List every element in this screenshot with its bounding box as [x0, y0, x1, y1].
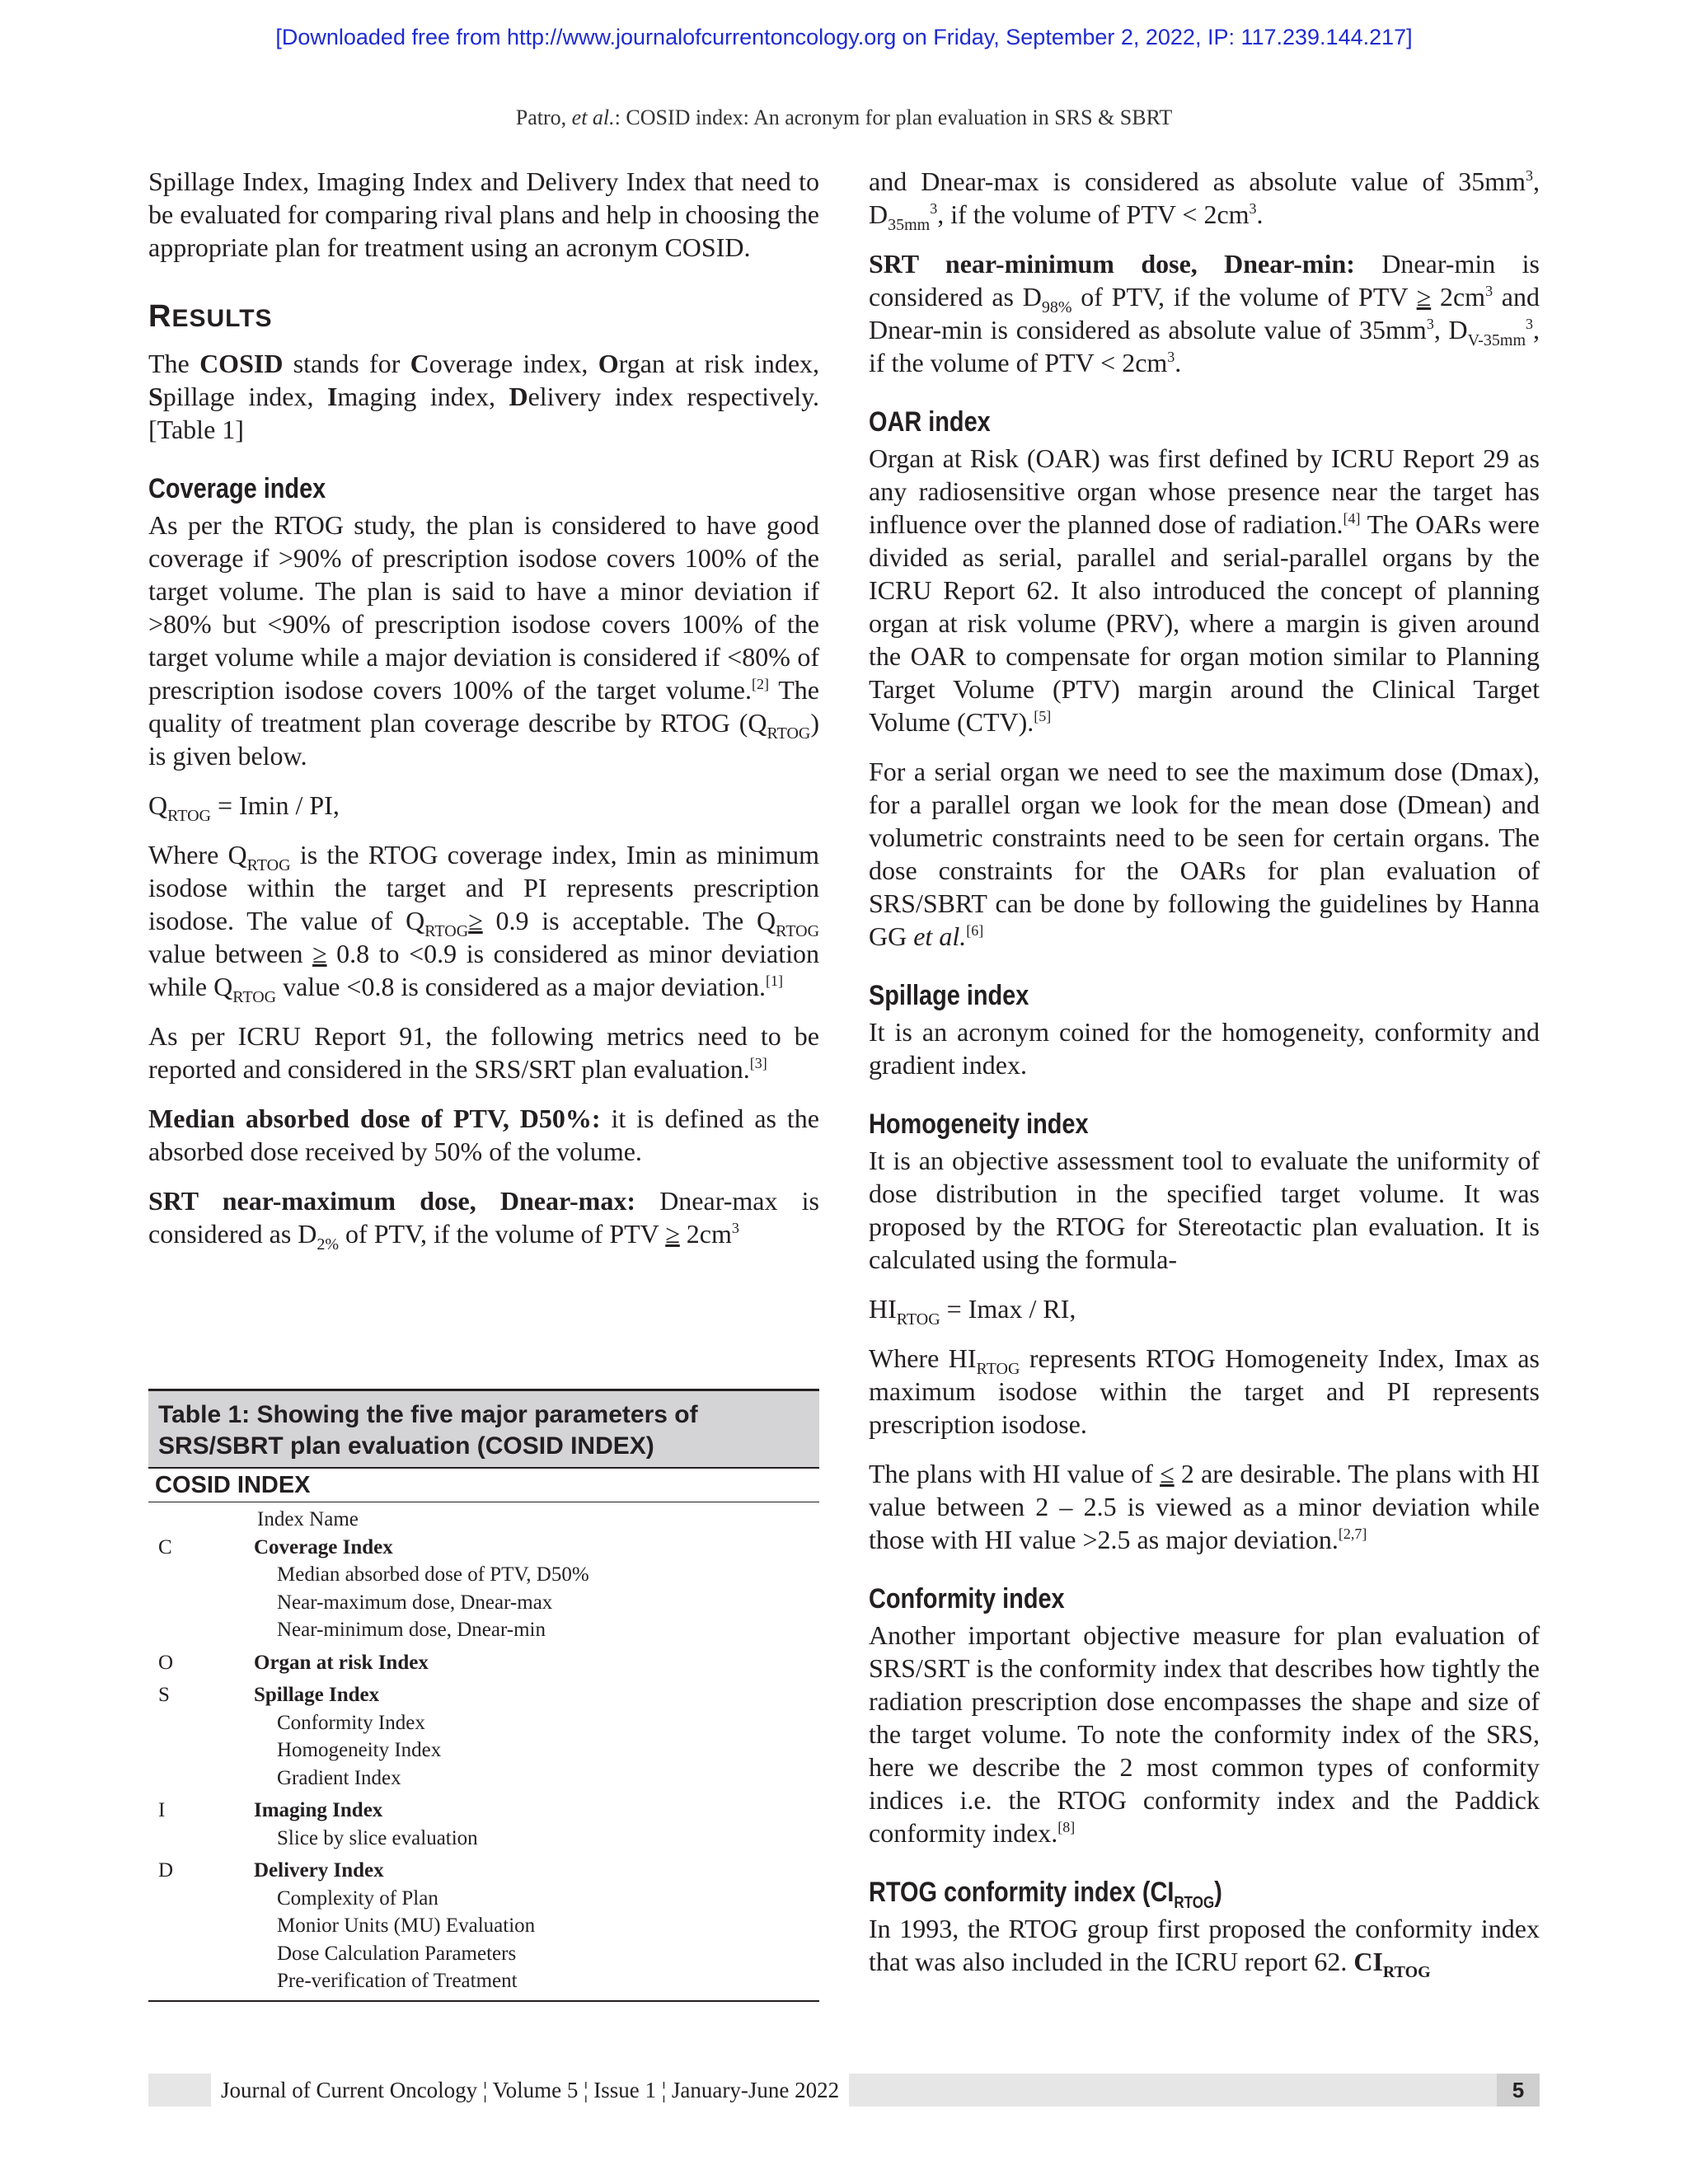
conformity-paragraph: [869, 1619, 1540, 1849]
text-run: , if the volume of PTV < 2cm: [937, 199, 1250, 229]
running-head: [0, 105, 1688, 130]
text-run: Dnear-max is considered as D: [148, 1186, 820, 1249]
row-item: Pre-verification of Treatment: [277, 1970, 518, 1992]
table-row: [148, 1797, 819, 1852]
bold-run: CI: [1353, 1947, 1383, 1976]
text-run: Where HI: [869, 1343, 977, 1373]
italic-run: et al.: [913, 921, 967, 951]
row-item: Complexity of Plan: [277, 1886, 438, 1910]
oar-paragraph-1: [869, 442, 1540, 738]
text-run: rgan at risk index,: [618, 349, 820, 378]
subscript: RTOG: [1174, 1894, 1215, 1912]
left-column: [148, 165, 819, 1267]
subscript: RTOG: [246, 856, 291, 874]
cosid-paragraph: [148, 347, 819, 446]
text-run: HI: [869, 1294, 897, 1324]
text-run: elivery index respectively. [Table 1]: [148, 382, 820, 444]
ge-symbol: ≥: [468, 906, 483, 935]
row-item: Homogeneity Index: [277, 1739, 442, 1761]
text-run: , if the volume of PTV < 2cm: [869, 315, 1540, 377]
row-name: Organ at risk Index: [254, 1651, 429, 1674]
icru-paragraph: [148, 1019, 819, 1085]
text-run: , D: [869, 166, 1540, 229]
text-run: , D: [1433, 315, 1468, 344]
footer-journal: Journal of Current Oncology ¦ Volume 5 ¦ Issue 1 ¦ January-June 2022: [211, 2074, 849, 2107]
bold-run: Median absorbed dose of PTV, D50%:: [148, 1104, 601, 1133]
text-run: maging index,: [337, 382, 509, 411]
text-run: and Dnear-max is considered as absolute value of 35mm: [869, 166, 1526, 196]
text-run: 0.8 to <0.9 is considered as minor deviation while Q: [148, 939, 819, 1001]
running-head-title: : COSID index: An acronym for plan evaluation in SRS & SBRT: [614, 105, 1173, 129]
text-run: Dnear-min is considered as D: [869, 249, 1540, 312]
coverage-paragraph: [148, 509, 819, 772]
rtog-ci-heading: [869, 1876, 1439, 1912]
text-run: it is defined as the absorbed dose received by 50% of the volume.: [148, 1104, 820, 1166]
row-name: Coverage Index: [254, 1535, 393, 1558]
qrtog-equation: [148, 789, 819, 825]
oar-heading: OAR index: [869, 406, 991, 438]
text-run: Organ at Risk (OAR) was first defined by ICRU Report 29 as any radiosensitive organ whose presence near the target has influence over the planned dose of radiation.: [869, 443, 1540, 539]
spillage-paragraph: It is an acronym coined for the homogeneity, conformity and gradient index.: [869, 1017, 1540, 1080]
download-banner[interactable]: [Downloaded free from http://www.journalofcurrentoncology.org on Friday, September 2, 2022, IP: 117.239.144.217]: [275, 25, 1413, 49]
near-max-continuation: [869, 165, 1540, 234]
table-1: [148, 1389, 819, 2002]
text-run: As per the RTOG study, the plan is considered to have good coverage if >90% of prescription isodose covers 100% of the target volume. The plan is said to have a minor deviation if >80% but <90% of prescription isodose covers 100% of the target volume while a major deviation is considered if <80% of prescription isodose covers 100% of the target volume.: [148, 510, 819, 705]
table-header: COSID INDEX: [148, 1467, 819, 1502]
text-run: In 1993, the RTOG group first proposed the conformity index that was also included in the ICRU report 62.: [869, 1914, 1540, 1976]
text-run: is the RTOG coverage index, Imin as minimum isodose within the target and PI represents prescription isodose. The value of Q: [148, 840, 820, 935]
table-caption: Table 1: Showing the five major parameters of SRS/SBRT plan evaluation (COSID INDEX): [148, 1389, 819, 1467]
median-dose-paragraph: [148, 1102, 819, 1168]
bold-run: S: [148, 382, 163, 411]
intro-paragraph: Spillage Index, Imaging Index and Delivery Index that need to be evaluated for comparing rival plans and help in choosing the appropriate plan for treatment using an acronym COSID.: [148, 166, 819, 262]
text-run: As per ICRU Report 91, the following metrics need to be reported and considered in the SRS/SRT plan evaluation.: [148, 1021, 819, 1084]
table-row: [148, 1649, 819, 1677]
text-run: and Dnear-min is considered as absolute value of 35mm: [869, 282, 1540, 344]
subscript: RTOG: [424, 922, 469, 940]
results-heading-cap: R: [148, 299, 172, 334]
text-run: overage index,: [429, 349, 598, 378]
spillage-heading: Spillage index: [869, 980, 1029, 1011]
text-run: The plans with HI value of: [869, 1459, 1160, 1488]
row-item: Gradient Index: [277, 1766, 401, 1789]
ge-symbol: ≥: [312, 939, 327, 968]
superscript: 3: [731, 1220, 739, 1236]
text-run: Where Q: [148, 840, 247, 869]
citation[interactable]: [8]: [1057, 1819, 1076, 1835]
subscript: RTOG: [776, 922, 820, 940]
conformity-heading: Conformity index: [869, 1583, 1065, 1615]
text-run: 2cm: [1431, 282, 1486, 312]
results-heading-rest: ESULTS: [171, 305, 273, 332]
text-run: The: [148, 349, 200, 378]
row-name: Spillage Index: [254, 1684, 380, 1706]
superscript: 3: [1526, 167, 1533, 184]
text-run: Another important objective measure for plan evaluation of SRS/SRT is the conformity index that describes how tightly the radiation prescription dose encompasses the shape and size of the target volume. To note the conformity index of the SRS, here we describe the 2 most common types of conformity indices i.e. the RTOG conformity index and the Paddick conformity index.: [869, 1620, 1540, 1848]
row-item: Near-minimum dose, Dnear-min: [277, 1619, 546, 1641]
superscript: 3: [1426, 316, 1434, 332]
page-number: 5: [1497, 2074, 1540, 2107]
bold-run: O: [598, 349, 619, 378]
text-run: of PTV, if the volume of PTV: [339, 1219, 666, 1249]
superscript: 3: [1249, 200, 1257, 217]
subscript: RTOG: [167, 807, 211, 825]
ge-symbol: ≥: [1416, 282, 1432, 312]
table-column-header: Index Name: [257, 1508, 359, 1530]
table-row: [148, 1534, 819, 1644]
text-run: value <0.8 is considered as a major deviation.: [276, 972, 766, 1001]
row-item: Dose Calculation Parameters: [277, 1942, 517, 1965]
text-run: = Imax / RI,: [940, 1294, 1076, 1324]
oar-paragraph-2: [869, 755, 1540, 953]
text-run: pillage index,: [162, 382, 327, 411]
text-run: stands for: [283, 349, 410, 378]
row-cell: [254, 1681, 819, 1792]
row-cell: [254, 1857, 819, 1995]
bold-run: SRT near-maximum dose, Dnear-max:: [148, 1186, 635, 1216]
text-run: .: [1175, 348, 1182, 377]
citation[interactable]: [2]: [751, 676, 769, 692]
results-heading: [148, 300, 819, 335]
homogeneity-heading: Homogeneity index: [869, 1108, 1089, 1140]
le-symbol: ≤: [1160, 1459, 1175, 1488]
row-cell: [254, 1649, 819, 1677]
hi-plans-paragraph: [869, 1457, 1540, 1556]
superscript: 3: [1526, 316, 1534, 332]
row-item: Conformity Index: [277, 1711, 425, 1734]
subscript: 2%: [316, 1235, 340, 1254]
subscript: RTOG: [767, 724, 811, 743]
near-max-paragraph: [148, 1184, 820, 1254]
text-run: ) is given below.: [148, 708, 819, 771]
row-letter: O: [158, 1651, 174, 1674]
coverage-heading: Coverage index: [148, 473, 326, 504]
row-cell: [254, 1534, 819, 1644]
citation[interactable]: [6]: [966, 922, 984, 939]
row-item: Median absorbed dose of PTV, D50%: [277, 1563, 589, 1586]
running-head-etal: et al.: [571, 105, 615, 129]
citation[interactable]: [3]: [749, 1055, 767, 1071]
near-min-paragraph: [869, 247, 1540, 379]
rtog-ci-paragraph: [869, 1912, 1540, 1981]
subscript: 98%: [1041, 298, 1072, 316]
homogeneity-paragraph: It is an objective assessment tool to evaluate the uniformity of dose distribution in the specified target volume. It was proposed by the RTOG for Stereotactic plan evaluation. It is calculated using the formula-: [869, 1146, 1540, 1274]
subscript: 35mm: [888, 216, 931, 234]
superscript: 3: [930, 200, 938, 217]
row-item: Slice by slice evaluation: [277, 1826, 478, 1849]
running-head-authors: Patro,: [515, 105, 572, 129]
text-run: The OARs were divided as serial, parallel and serial-parallel organs by the ICRU Report 62. It also introduced the concept of planning organ at risk volume (PRV), where a margin is given around the OAR to compensate for organ motion similar to Planning Target Volume (PTV) margin around the Clinical Target Volume (CTV).: [869, 509, 1540, 737]
citation[interactable]: [5]: [1034, 708, 1052, 724]
table-row: [148, 1681, 819, 1792]
bold-run: D: [509, 382, 528, 411]
superscript: 3: [1485, 283, 1493, 299]
ge-symbol: ≥: [665, 1219, 680, 1249]
row-item: Monior Units (MU) Evaluation: [277, 1915, 536, 1937]
text-run: For a serial organ we need to see the maximum dose (Dmax), for a parallel organ we look for the mean dose (Dmean) and volumetric constraints need to be seen for certain organs. The dose constraints for the OARs for plan evaluation of SRS/SBRT can be done by following the guidelines by Hanna GG: [869, 757, 1540, 951]
row-letter: C: [158, 1535, 172, 1558]
text-run: of PTV, if the volume of PTV: [1071, 282, 1417, 312]
text-run: 2cm: [679, 1219, 732, 1249]
citation[interactable]: [1]: [765, 972, 783, 989]
subscript: RTOG: [232, 988, 277, 1006]
text-run: Q: [148, 790, 168, 820]
row-cell: [254, 1797, 819, 1852]
page-footer: [148, 2074, 1540, 2107]
bold-run: COSID: [199, 349, 284, 378]
right-column: [869, 165, 1540, 1994]
bold-run: C: [410, 349, 429, 378]
subscript: RTOG: [1382, 1963, 1431, 1981]
text-run: value between: [148, 939, 312, 968]
text-run: RTOG conformity index (CI: [869, 1877, 1175, 1908]
text-run: represents RTOG Homogeneity Index, Imax as maximum isodose within the target and PI represents prescription isodose.: [869, 1343, 1540, 1439]
row-letter: D: [158, 1859, 174, 1882]
text-run: = Imin / PI,: [211, 790, 340, 820]
citation[interactable]: [2,7]: [1338, 1526, 1367, 1542]
text-run: ): [1214, 1877, 1222, 1908]
superscript: 3: [1167, 349, 1175, 365]
row-name: Delivery Index: [254, 1859, 384, 1882]
bold-run: I: [326, 382, 338, 411]
subscript: V-35mm: [1467, 331, 1526, 349]
hi-where-paragraph: [869, 1342, 1540, 1441]
row-letter: I: [158, 1799, 166, 1821]
bold-run: SRT near-minimum dose, Dnear-min:: [869, 249, 1355, 279]
row-letter: S: [158, 1684, 170, 1706]
subscript: RTOG: [896, 1310, 940, 1329]
where-qrtog-paragraph: [148, 838, 820, 1006]
text-run: .: [1256, 199, 1264, 229]
table-row: [148, 1857, 819, 1995]
row-item: Near-maximum dose, Dnear-max: [277, 1591, 553, 1614]
citation[interactable]: [4]: [1343, 510, 1361, 527]
text-run: 2 are desirable. The plans with HI value between 2 – 2.5 is viewed as a minor deviation while those with HI value >2.5 as major deviation.: [869, 1459, 1540, 1554]
table-body: [148, 1502, 819, 2002]
hi-equation: [869, 1292, 1540, 1329]
text-run: 0.9 is acceptable. The Q: [482, 906, 776, 935]
row-name: Imaging Index: [254, 1799, 383, 1821]
text-run: The quality of treatment plan coverage describe by RTOG (Q: [148, 675, 820, 738]
subscript: RTOG: [976, 1360, 1020, 1378]
